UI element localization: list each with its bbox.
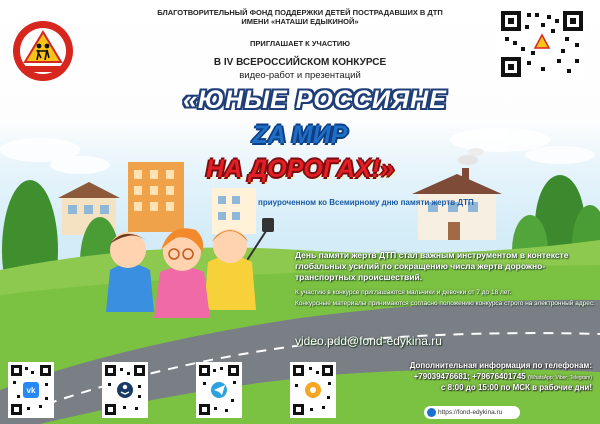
working-hours: с 8:00 до 15:00 по МСК в рабочие дни!: [440, 383, 592, 392]
foundation-logo: [12, 20, 74, 82]
qr-vk[interactable]: [8, 362, 54, 418]
phone-numbers[interactable]: +79039476681; +79676401745: [413, 372, 526, 381]
odnoklassniki-icon: [117, 382, 133, 398]
subtitle: приуроченном ко Всемирному дню памяти жертв ДТП: [258, 198, 474, 207]
contacts-block: [330, 361, 592, 392]
contest-title-line1: В IV ВСЕРОССИЙСКОМ КОНКУРСЕ: [213, 57, 387, 68]
messengers-note: (WhatsApp; Viber; Telegram): [527, 375, 592, 381]
globe-icon: [427, 408, 436, 417]
qr-odnoklassniki[interactable]: [102, 362, 148, 418]
day-description: День памяти жертв ДТП стал важным инструментом в контексте глобальных усилий по сокращению числа жертв дорожно-транспортных происшествий.: [295, 250, 569, 282]
qr-pattern-icon: [105, 365, 145, 415]
main-title-line2: ZA МИР: [252, 121, 348, 149]
contacts-phones: [330, 372, 592, 381]
qr-pattern-icon: [501, 11, 583, 77]
contacts-title: Дополнительная информация по телефонам:: [409, 361, 592, 370]
qr-pattern-icon: [199, 365, 239, 415]
info-block: [295, 250, 595, 308]
qr-dzen[interactable]: [290, 362, 336, 418]
contest-title-line2: видео-работ и презентаций: [239, 70, 361, 81]
svg-text:vk: vk: [26, 386, 36, 395]
qr-telegram[interactable]: [196, 362, 242, 418]
materials-text: Конкурсные материалы принимаются согласно положению конкурса строго на электронный адрес:: [295, 300, 595, 307]
logo-emblem-icon: [12, 20, 74, 82]
website-url: https://fond-edykina.ru: [438, 409, 503, 416]
main-title-line3: НА ДОРОГАХ!»: [206, 155, 394, 183]
participants-text: К участию в конкурсе приглашаются мальчики и девочки от 7 до 18 лет.: [295, 289, 512, 296]
qr-pattern-icon: [11, 365, 51, 415]
org-name: БЛАГОТВОРИТЕЛЬНЫЙ ФОНД ПОДДЕРЖКИ ДЕТЕЙ ПОСТРАДАВШИХ В ДТП ИМЕНИ «НАТАШИ ЕДЫКИНОЙ»: [157, 8, 443, 26]
website-link[interactable]: [424, 406, 520, 419]
invite-text: ПРИГЛАШАЕТ К УЧАСТИЮ: [250, 39, 350, 48]
qr-code-main[interactable]: [498, 8, 586, 80]
email-link[interactable]: video.pdd@fond-edykina.ru: [295, 334, 442, 348]
qr-pattern-icon: [293, 365, 333, 415]
main-title-line1: «ЮНЫЕ РОССИЯНЕ: [183, 86, 447, 114]
